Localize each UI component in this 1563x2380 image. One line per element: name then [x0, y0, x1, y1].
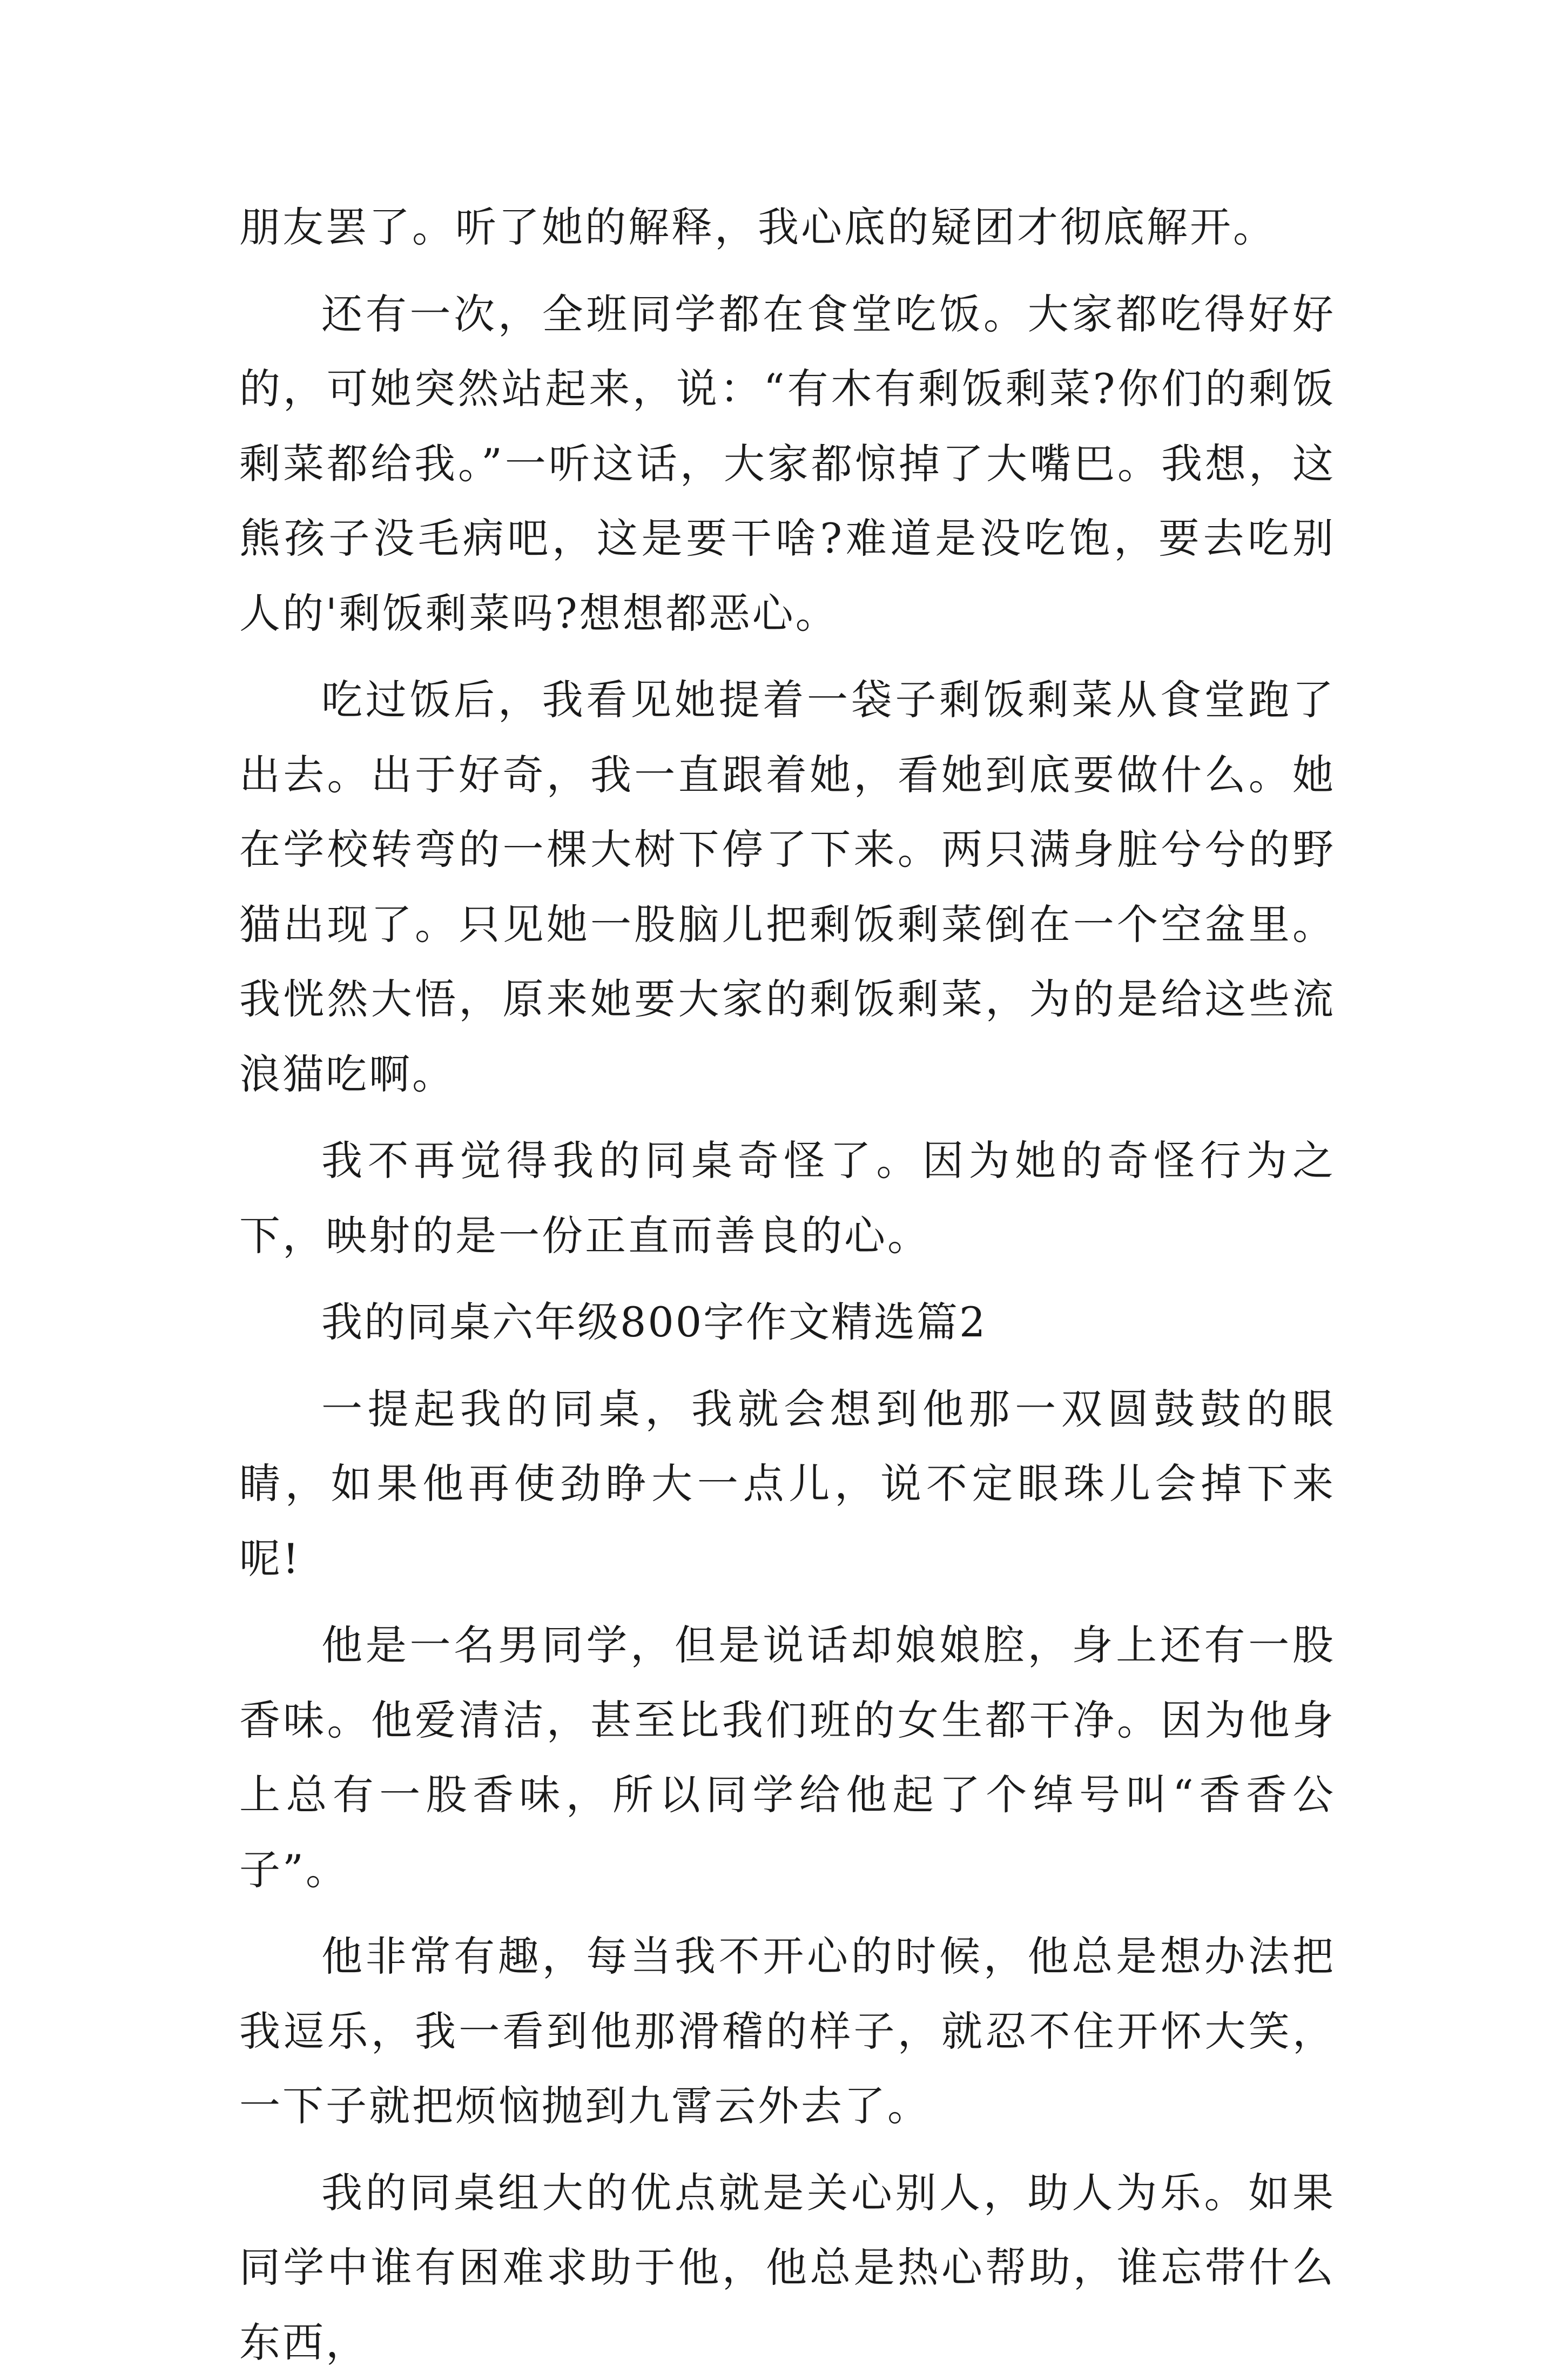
- paragraph-4: 我不再觉得我的同桌奇怪了。因为她的奇怪行为之下，映射的是一份正直而善良的心。: [239, 1124, 1336, 1273]
- paragraph-6: 他是一名男同学，但是说话却娘娘腔，身上还有一股香味。他爱清洁，甚至比我们班的女生都干净。因为他身上总有一股香味，所以同学给他起了个绰号叫“香香公子”。: [239, 1608, 1336, 1907]
- paragraph-2: 还有一次，全班同学都在食堂吃饭。大家都吃得好好的，可她突然站起来，说：“有木有剩饭剩菜?你们的剩饭剩菜都给我。”一听这话，大家都惊掉了大嘴巴。我想，这熊孩子没毛病吧，这是要干啥?难道是没吃饱，要去吃别人的'剩饭剩菜吗?想想都恶心。: [239, 277, 1336, 651]
- body-text: [239, 190, 1336, 2380]
- paragraph-7: 他非常有趣，每当我不开心的时候，他总是想办法把我逗乐，我一看到他那滑稽的样子，就忍不住开怀大笑，一下子就把烦恼抛到九霄云外去了。: [239, 1919, 1336, 2144]
- paragraph-5: 一提起我的同桌，我就会想到他那一双圆鼓鼓的眼睛，如果他再使劲睁大一点儿，说不定眼珠儿会掉下来呢!: [239, 1372, 1336, 1597]
- paragraph-1: 朋友罢了。听了她的解释，我心底的疑团才彻底解开。: [239, 190, 1336, 265]
- paragraph-8: 我的同桌组大的优点就是关心别人，助人为乐。如果同学中谁有困难求助于他，他总是热心帮助，谁忘带什么东西，: [239, 2156, 1336, 2380]
- section-heading: 我的同桌六年级800字作文精选篇2: [239, 1285, 1336, 1360]
- paragraph-3: 吃过饭后，我看见她提着一袋子剩饭剩菜从食堂跑了出去。出于好奇，我一直跟着她，看她到底要做什么。她在学校转弯的一棵大树下停了下来。两只满身脏兮兮的野猫出现了。只见她一股脑儿把剩饭剩菜倒在一个空盆里。我恍然大悟，原来她要大家的剩饭剩菜，为的是给这些流浪猫吃啊。: [239, 663, 1336, 1112]
